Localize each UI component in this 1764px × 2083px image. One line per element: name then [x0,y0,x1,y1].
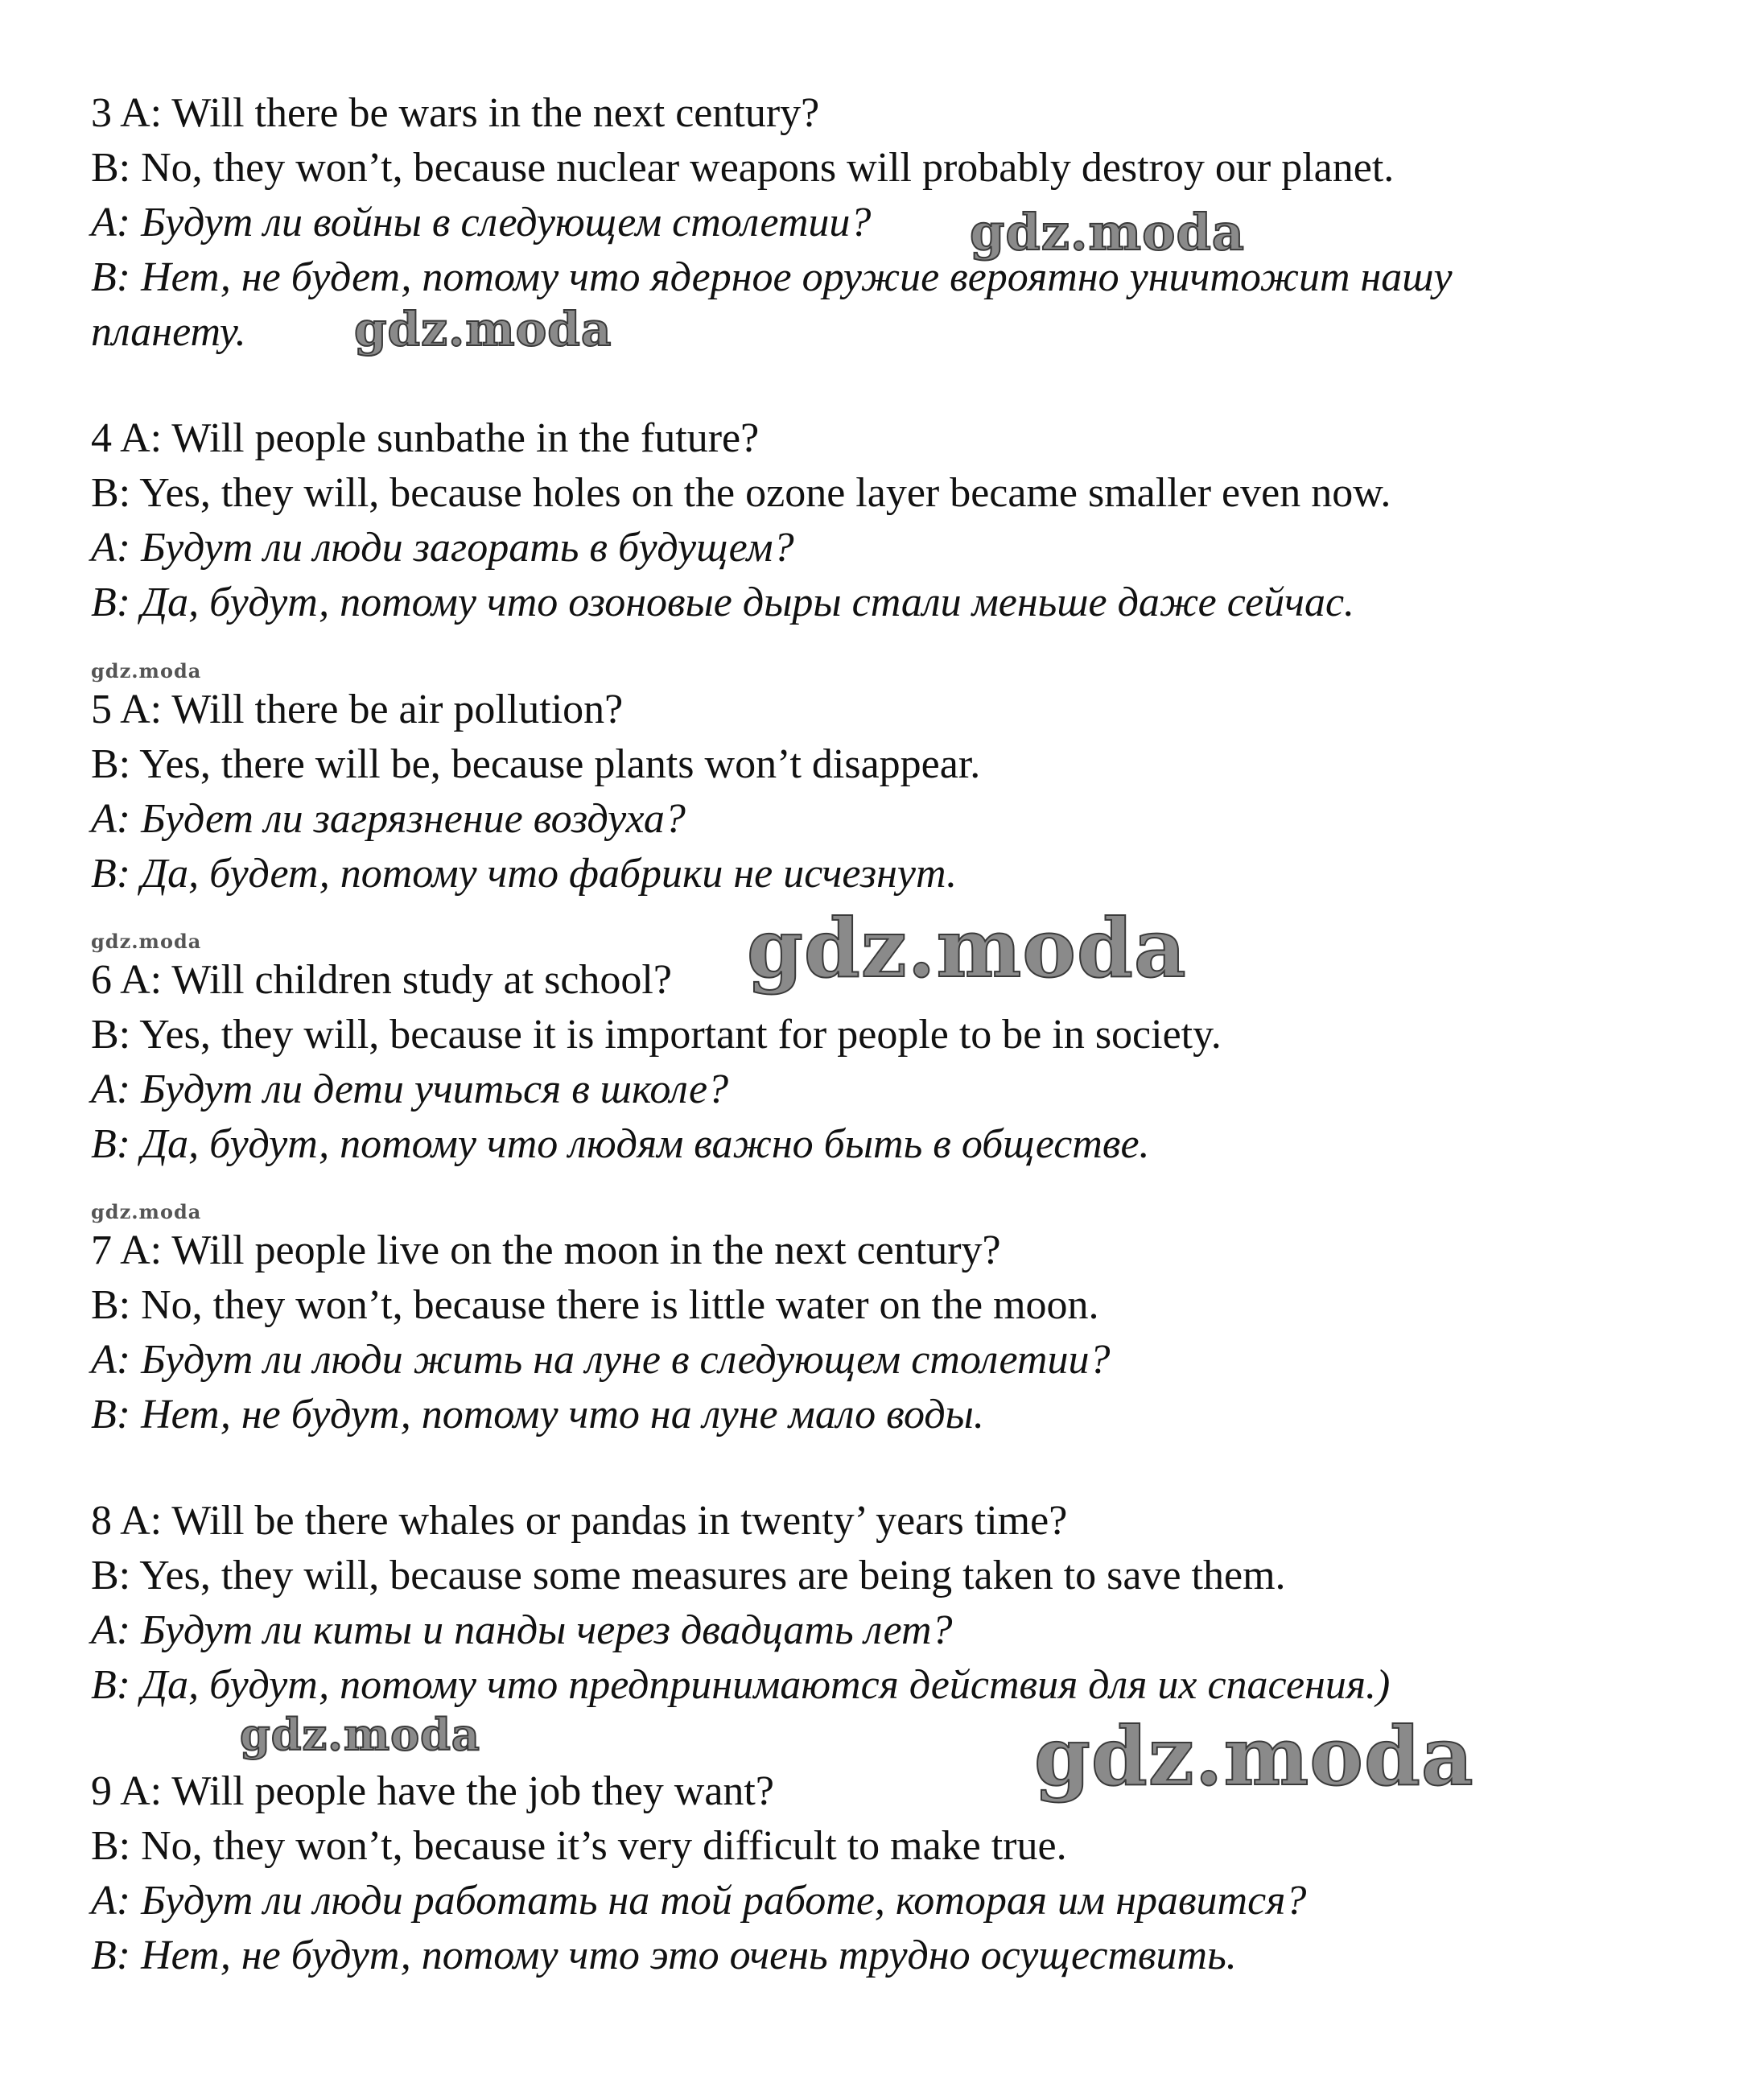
question-4-russian: A: Будут ли люди загорать в будущем? [91,525,794,571]
watermark: gdz.moda [970,203,1245,262]
question-4-english: 4 A: Will people sunbathe in the future? [91,415,760,461]
question-5-english: 5 A: Will there be air pollution? [91,687,624,732]
answer-6-russian: B: Да, будут, потому что людям важно быть в обществе. [91,1121,1150,1167]
question-3-english: 3 A: Will there be wars in the next century? [91,90,820,136]
watermark: gdz.moda [354,302,612,357]
question-6-english: 6 A: Will children study at school? [91,957,672,1003]
question-8-english: 8 A: Will be there whales or pandas in twenty’ years time? [91,1498,1068,1544]
question-7-russian: A: Будут ли люди жить на луне в следующем столетии? [91,1337,1111,1383]
question-9-russian: A: Будут ли люди работать на той работе, которая им нравится? [91,1878,1307,1924]
question-8-russian: A: Будут ли киты и панды через двадцать лет? [91,1607,953,1653]
answer-8-russian: B: Да, будут, потому что предпринимаются действия для их спасения.) [91,1662,1391,1708]
answer-3-english: B: No, they won’t, because nuclear weapons will probably destroy our planet. [91,145,1395,191]
question-3-russian: A: Будут ли войны в следующем столетии? [91,200,872,245]
answer-7-russian: B: Нет, не будут, потому что на луне мало воды. [91,1392,984,1437]
answer-5-english: B: Yes, there will be, because plants won’t disappear. [91,741,981,787]
question-9-english: 9 A: Will people have the job they want? [91,1768,774,1814]
answer-3-russian: B: Нет, не будет, потому что ядерное оружие вероятно уничтожит нашу [91,254,1453,300]
answer-5-russian: B: Да, будет, потому что фабрики не исчезнут. [91,851,958,897]
watermark: gdz.moda [747,901,1187,996]
answer-9-english: B: No, they won’t, because it’s very difficult to make true. [91,1823,1067,1869]
watermark: gdz.moda [91,930,202,953]
watermark: gdz.moda [91,1200,202,1223]
question-5-russian: A: Будет ли загрязнение воздуха? [91,796,686,842]
watermark: gdz.moda [91,659,202,683]
answer-6-english: B: Yes, they will, because it is important for people to be in society. [91,1012,1222,1058]
answer-3-russian-continued: планету. [91,309,246,355]
answer-7-english: B: No, they won’t, because there is little water on the moon. [91,1282,1099,1328]
answer-9-russian: B: Нет, не будут, потому что это очень трудно осуществить. [91,1932,1237,1978]
watermark: gdz.moda [1034,1709,1474,1804]
answer-4-english: B: Yes, they will, because holes on the ozone layer became smaller even now. [91,470,1391,516]
question-7-english: 7 A: Will people live on the moon in the next century? [91,1227,1001,1273]
question-6-russian: A: Будут ли дети учиться в школе? [91,1066,729,1112]
answer-8-english: B: Yes, they will, because some measures are being taken to save them. [91,1553,1286,1598]
watermark: gdz.moda [240,1709,480,1760]
answer-4-russian: B: Да, будут, потому что озоновые дыры стали меньше даже сейчас. [91,580,1355,625]
